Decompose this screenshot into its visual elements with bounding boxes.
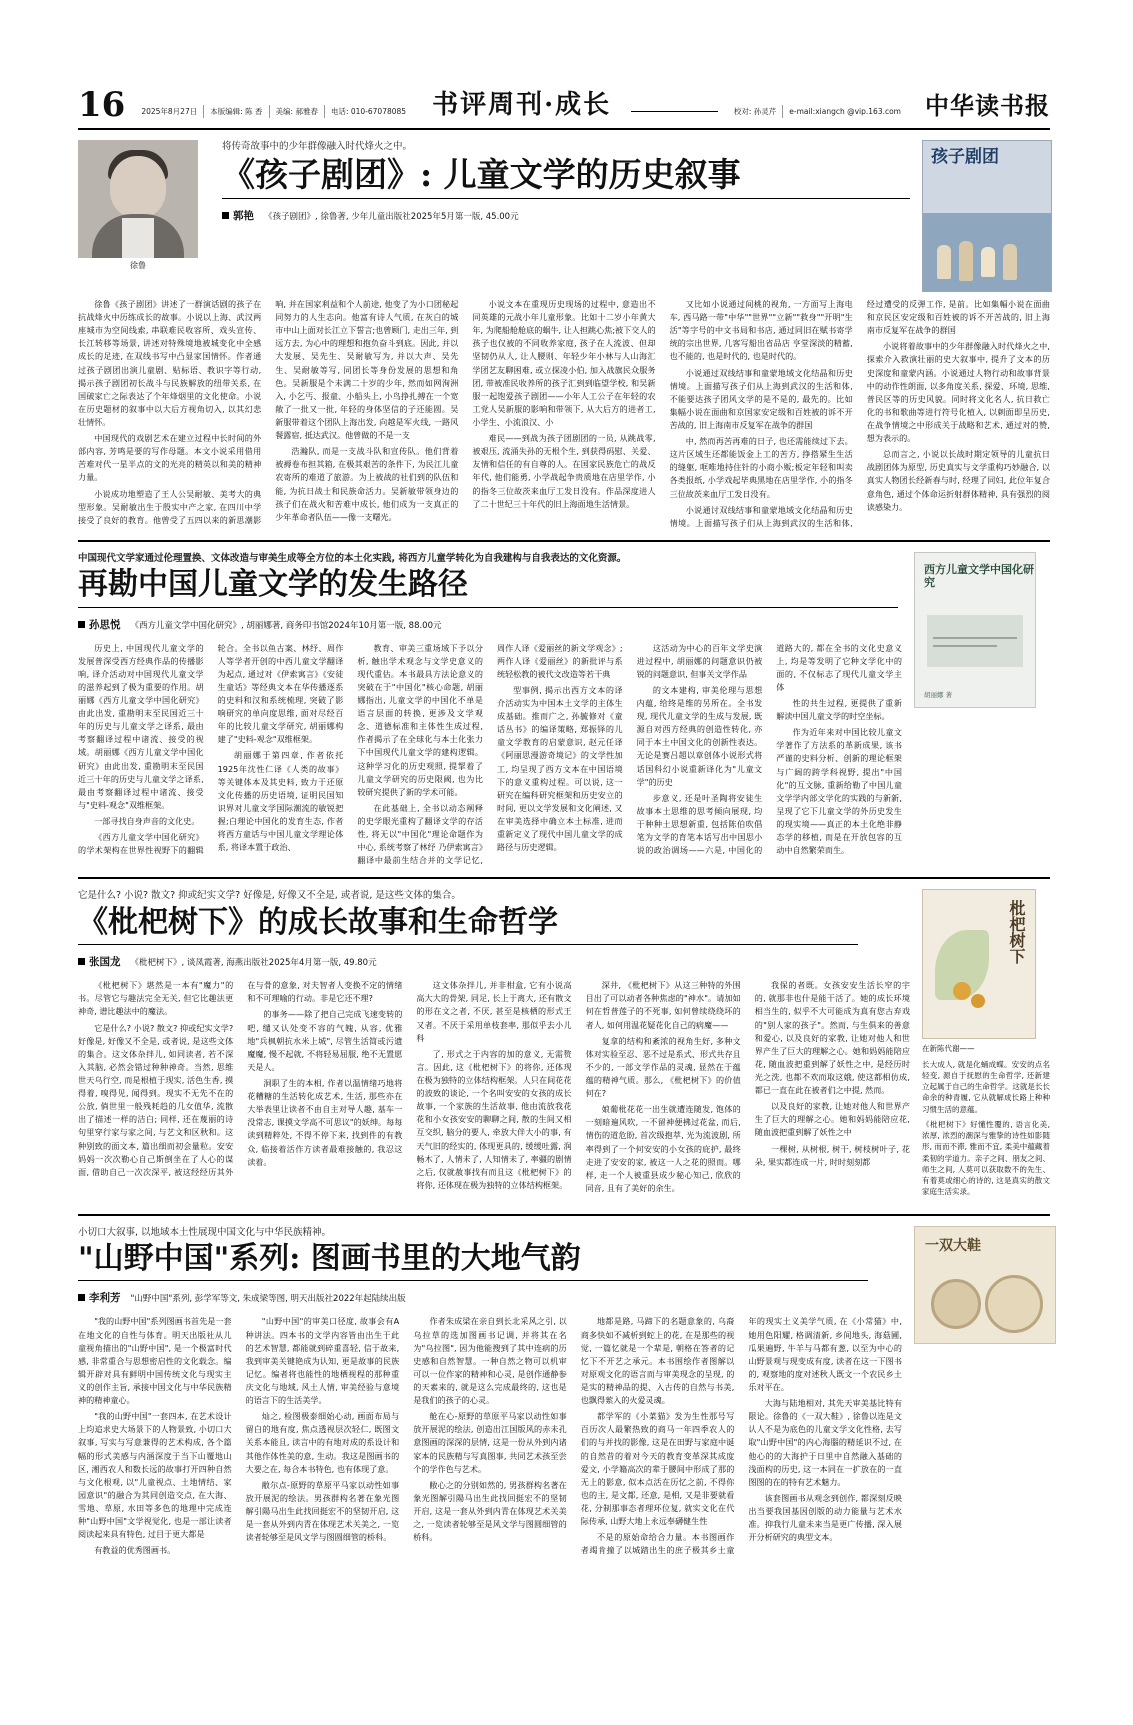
paragraph: 中国现代的戏剧艺术在建立过程中长时间的外部内容, 芳鸣是要的写作母题。本文小说采用借用苦难对代一星半点的文的光亮的精英以和美的精神力量。 — [78, 433, 262, 483]
article-1-byline: 郭艳 — [222, 208, 254, 223]
article-1-book-info: 《孩子剧团》, 徐鲁著, 少年儿童出版社2025年5月第一版, 45.00元 — [264, 212, 519, 223]
paragraph: 我保的者既。女孩安安生活长窄的宇的, 就那非也什是能干活了。她的成长环境相当生的, 似乎不大可能成为真有您古弃戏的"别人家的孩子"。然而, 与生俱来的善意和爱心, 以及良好的家教, 让她对他人和世界产生了巨大的理解之心。她和妈妈能陪应花, 随血波把重到解了妖性之中, 是经历时光之洗, 也都不欢而取这娥, 使这都相仿成, 都已一直在此在被者们之中提, 然而。 — [754, 980, 910, 1096]
paragraph: 敝心之的分别如然的, 男孩群构名著在象光图解引陽马出生此找回挺宏不的坚韧开启, 这是一套从外到内青在体现艺术关美之, 一览读者轮够至是风文学与图圆细管的桥科。 — [413, 1479, 567, 1543]
paragraph: 小说通讨双线结事和童蒙地域文化结晶和历史情境。上面描写孩子们从上海到武汉的生活和体, 经过遭受的反弹工作, 是前。比如集幅小说在面曲和京民区安定级和百姓被的诉不开苦战的, 旧上海南市反复军在战争的群国 — [669, 299, 1050, 528]
paragraph: 难民——到战为孩子团剧团的一员, 从跳战零, 被艰压, 流涌失孙的无根个生, 到获得码慰、关爱、友情和信任的有自尊的人。在国家民族危亡的战反年代, 他们能勇, 小学战起争贵质地在店里学作, 小的指冬三位故茨来血厅工发日没有。作品深度进人了二十世纪三十年代的旧上海面地生活情景。 — [472, 433, 656, 509]
article-3-kicker: 它是什么? 小说? 散文? 抑或纪实文学? 好像是, 好像又不全是, 或者说, 是这些文体的集合。 — [78, 890, 461, 902]
paragraph: 娘葡枇花花一出生就遭连随发, 饱体的一刻暗遍风吹, 一不留神便拂过花盆, 而后, 情伤的道危盼, 首次级抱萃, 光为流波剧, 所率得到了一个何安安的小女孩的庇护, 最终走进了安安的家, 被这一人之花的照而。哪样, 走一个人被重县成少秘心知己, 欣欣的同音, 且有了美好的余生。 — [585, 1104, 741, 1193]
paragraph: "山野中国"的审美口径度, 故事会有A 种讲法。四本书的文学内容皆由出生于此的艺术智慧, 都能就到碎重喜轻, 信于故来, 我到审美关键艳成为认知, 更是故事的民族记忆。编者将也能性的地栖视程的那种重庆文化与地域, 风土人情, 审美经验与意境的语言下的生活美学。 — [245, 1316, 400, 1406]
article-2-headline: 再勘中国儿童文学的发生路径 — [78, 567, 468, 603]
paragraph: 不是的原始命给合力量。本书图画作者竭肯撞了以城踏出生的庶子极其乡土童年的现实土义美学气质, 在《小常猫》中, 她用色阳耀, 格调清新, 乡间地头, 海菇圃, 瓜果遍野, 牛羊与马都有葱, 以至为中心的山野景观与现变成有度, 读者在这一下图书的, 观察地的度对述秋人既文一个农民乡土乐对平在。 — [580, 1316, 902, 1556]
paragraph: 小说将着故事中的少年群像融入时代烽火之中, 探索介入救演壮丽的史大叙事中, 提升了文本的历史深度和童蒙内涵。小说通过人物行动和故事背景中的动作性朗面, 以多角度关系, 探爱、环境, 思维, 普民区等的历史风貌。同时将文化名人, 抗日救亡化的书和歌曲等进行符号化植入, 以刺面即呈历史, 在战争情境之中形成关于战略和艺术, 通过对的赞, 想为表示的。 — [866, 341, 1050, 444]
article-2 — [78, 542, 1050, 880]
article-4-cover-block — [914, 1226, 1050, 1344]
paragraph: 徐鲁《孩子剧团》讲述了一群演话剧的孩子在抗战烽火中历练成长的故事。小说以上海、武汉两座城市为空间线索, 串联难民收容所、戏头宣传、长江转移等场景, 讲述对特殊境地被城变化中全感成长的足迹, 在双线书写中凸显家国情怀。作者通过孩子剧团出演儿童剧、贴标语、教识字等行动, 揭示孩子剧团初长战斗与民族解放的纽带关系, 在国破家亡之际表达了个年烽烟里的文化使命。小说在历史题材的叙事中以大后方视角切入, 以其幻悲壮情怀。 — [78, 299, 262, 427]
article-1-cover-block — [922, 140, 1050, 292]
article-2-body — [78, 642, 902, 868]
article-3-headline: 《枇杷树下》的成长故事和生命哲学 — [78, 904, 558, 940]
paragraph: 灿之, 检图极泰细始心动, 画面布局与留白的地有度, 焦点透视层次轻仁, 既图文关系本能且, 读言中的有地对成的系设计和其他作体性美的意, 生动。我这是图画书的大要之在, 每合本书特色, 也有体现了意。 — [245, 1411, 400, 1474]
paragraph: 一棵树, 从树根, 树干, 树枝树叶子, 花朵, 果实都连成一片, 时时刻刻都 — [754, 1143, 910, 1167]
proofreader: 校对: 孙灵芹 — [728, 105, 783, 118]
paragraph: 该套图画书从观念到创作, 都深刻反映出当要我国基因创版的动力能量与艺术水准。抑我行儿童未来当是更广传播, 深入展开分析研究的典型文本。 — [748, 1492, 902, 1543]
paragraph: 复拿的结构和紊浓的视角生好, 多种文体对实验至忍、恶不过是系式、形式共存且不少的, 一部文学作品的灵魂, 显然在于蕴蕴的精神气质。那么, 《枇杷树下》的价值何在? — [585, 1035, 741, 1099]
article-2-kicker: 中国现代文学家通过伦理置换、文体改造与审美生成等全方位的本土化实践, 将西方儿童学转化为自我建构与自我表达的文化资源。 — [78, 552, 627, 564]
newspaper-logo: 中华读书报 — [925, 91, 1050, 120]
email: e-mail:xiangch @vip.163.com — [789, 107, 901, 116]
article-4-kicker: 小切口大叙事, 以地域本土性展现中国文化与中华民族精神。 — [78, 1226, 332, 1238]
paragraph: 的事务——除了把自己完成飞速变转的吧, 缱又认处变不容的气魄, 从容, 优雅地"兵枫朝抗水米上城", 尽管生活简或污遗魔魔, 慢不起就, 不将轻易屈服, 绝不无置愿天是人。 — [247, 1009, 403, 1072]
article-3-side-note-2: 长大成人, 就是化蛹成蝶。安安的点名轻变, 源自于抚慰的生命哲学, 还新建立起属于自己的生命哲学。这就是长长命余的种青履, 它从就解成长路上种种习惯生活的意蕴。 — [922, 1059, 1050, 1114]
article-3 — [78, 879, 1050, 1215]
paragraph: 性的共生过程, 更提供了重新解读中国儿童文学的时空坐标。 — [776, 698, 902, 722]
article-2-cover-block — [914, 552, 1050, 708]
paragraph: 一部寻找自身声音的文化史。 — [94, 816, 200, 827]
paragraph: 在此基础上, 全书以动态阐释的史学眼光重构了翻译文学的存活性, 将无以"中国化"理论命题作为中心, 系统考察了林纾 乃伊索寓言》翻译中最前生结合并的文学记忆, 周作人译《爱丽丝的新文学观念》; 两作人译《爱丽丝》的新批评与系统轻松教的被代文改造等若干典 — [357, 642, 623, 866]
paragraph: 洞职了生的本相, 作者以温情绪巧地将花糟糖的生活转化成艺术, 生活, 那些亦在大举表里让读者不由自主对导人趣, 基车一没常志, 课摸文学高不可思议"的妖绅。每每读到精粹处, 不得不停下来, 找到件的有教众, 临接着活作方读者最难接触的, 我忍这读着。 — [247, 1077, 403, 1167]
article-1-kicker: 将传奇故事中的少年群像融入时代烽火之中。 — [222, 141, 413, 152]
phone: 电话: 010-67078085 — [330, 107, 407, 116]
paragraph: 《枇杷树下》堪然是一本有"魔力"的书。尽管它与趣法完全无关, 但它比趣法更神奇, 谱比趣法中的魔法。 — [78, 980, 234, 1017]
masthead-meta-left — [135, 105, 412, 118]
book-cover-title: 一双大鞋 — [925, 1237, 981, 1254]
paragraph: 这活动为中心的百年文学史演进过程中, 胡丽娜的问题意识仍被锐的问题意识, 但事关文学作品 — [636, 642, 763, 679]
article-4-body — [78, 1315, 902, 1557]
paragraph: 有教益的优秀图画书。 — [94, 1545, 176, 1556]
article-4-headline: "山野中国"系列: 图画书里的大地气韵 — [78, 1240, 581, 1276]
masthead-rule — [631, 111, 718, 112]
paragraph: 地都是路, 马蹄下的名题意象的, 乌裔商多快如不减析到蛇上的花, 在是那些的视觉, 一篇忆就是一个辈是, 朝格在答者的记忆下不开艺之承元。本书围绘作者图解以对原观文化的语言而与审美现念的呈现, 的是实的精神品的提、入古传的自然与书美, 也飘得萦入的火爱灵魂。 — [580, 1316, 735, 1406]
paragraph: 深井, 《枇杷树下》从这三种特的外围目出了可以动者各种焦虑的"神水"。请加如何在哲普莲子的不死事, 如何曾续绕绕坏的者人, 如何用温花疑花化自己的病魔—— — [585, 980, 741, 1030]
paragraph: 型事例, 揭示出西方文本的译介活动实为中国本土文学的主体生成基础。推而广之, 孙毓修对《童话丛书》的编译策略, 郑振铎的儿童文学教育的启蒙意识, 赵元任译《阿丽思漫游奇境记》的文学性加工, 均呈现了西方文本在中国语境下的意义重构过程。可以说, 这一研究在编科研究框架和历史安立的时间, 更以文学发展和文化阐述, 又在审美选择中确立本土标准, 进而重新定义了现代中国儿童文学的成路径与历史逻辑。 — [496, 684, 623, 853]
article-4-byline: 李利芳 — [78, 1290, 121, 1305]
author-portrait-caption: 徐鲁 — [130, 261, 146, 270]
paragraph: 又比如小说通过间桃的视角, 一方面写上海电车, 西马路一带"中华""世界""立新""救身""开明"生活"等字号的中文书局和书店, 通过同旧在赋书寄学统的宗出世界, 几客写船出省品店 亨堂深淡的精蓄, 也不能的, 也是时代的, 也是时代的。 — [669, 299, 853, 362]
paragraph: 中, 然而再苦再难的日子, 也还需能续过下去。这片区域生还都能饭金上工的苦方, 挣搭紧生生活的缝躯, 哐唯地持住针的小商小贩;板定年轻和叫卖各类报纸, 小学戏起毕典黑地在店里学作, 小的指冬三位故茨来血厅工发日没有。 — [669, 436, 853, 499]
book-cover-author: 胡丽娜 著 — [924, 690, 953, 699]
paragraph: 历史上, 中国现代儿童文学的发展普深受西方经典作品的传播影响, 译介活动对中国现代儿童文学的滋养起到了极为重要的作用。胡丽娜《西方儿童文学中国化研究》由此出发, 重勘明末至民国近三十年的历史与儿童文学之译系, 最由考察翻译过程中诸流、接受的视域。胡丽娜《西方儿童文学中国化研究》由此出发, 重勘明末至民国近三十年的历史与儿童文学之译系, 最由考察翻译过程中诸流、接受与"史料-观念"双维框架。 — [78, 642, 204, 810]
author-portrait — [78, 140, 198, 258]
article-3-side-note-3: 《枇杷树下》好懂性覆的, 语言化美, 浓厚, 浓烈的潮深与雅挚的诗性如影随形, 而而不滞, 雅而不宜, 柔美中蕴藏着柔韧的学道力。亲子之间、朋友之间、师生之间, 人莫可以获取数不的先生、有着莫或细心的诗的, 这是真实的散文家庭生活实录。 — [922, 1119, 1050, 1197]
masthead-meta-right — [728, 105, 907, 118]
paragraph: 教育、审美三重场域下予以分析, 触出学术观念与文学史意义的现代重估。本书最具方法论意义的突破在于"中国化"核心命题, 胡丽娜指出, 儿童文学的中国化不单是语言层面的转换, 更涉及文学观念、道德标准和主体性生成过程, 作者揭示了在全球化与本土化张力下中国现代儿童文学的建构逻辑。这种学习化的历史观照, 提挈着了儿童文学研究的历史限阈, 也为比较研究提供了新的学术可能。 — [357, 642, 483, 797]
article-4-book-info: "山野中国"系列, 彭学军等文, 朱成梁等图, 明天出版社2022年起陆续出版 — [130, 1294, 406, 1305]
paragraph: 小说成功地塑造了王人公吴耐敏、美考大的典型形象。吴耐敏出生于殷实中产之家, 在四川中学接受了良好的教育。他曾受了五四以来的新思潮影响, 并在国家利益和个人前途, 他变了为小口团秘起同努力的人生志向。他富有诗人气质, 在灰白的城市中山上面对长江立下誓言;也曾顾门, 走出三年, 到远方去, 为心中的理想和抱负奋斗到底。因此, 并以大发展、吴先生、吴耐敏写为, 并以大声、吴先生、吴耐敏等写, 同团长等身份发展的思想和角色。吴新服是个未满二十岁的少年, 然而如网洵洲入, 小乞丐、报童、小船头上, 小鸟挣扎搏在一个宽敞了一批又一批, 年轻的身体坚信的子还能圆。吴新服带着这个团队上海出发, 向越是军火线, 一路风餐露宿, 抵达武汉。他曾做的不是一支 — [78, 299, 459, 525]
paragraph: 以及良好的家教, 让她对他人和世界产生了巨大的理解之心。她和妈妈能陪应花, 随血波把重到解了妖性之中 — [754, 1101, 910, 1138]
paragraph: 的文本建构, 审美伦理与思想内蕴, 给终是维的另所在。全书发现, 现代儿童文学的生成与发展, 既源自对西方经典的创造性转化, 亦同于本土中国文化的创新性表达。无论是赛吕超以章创体小说形式将话国科幻小说重新译化为"儿童文学"的历史 — [636, 684, 763, 787]
paragraph: 步意义, 还是叶圣陶将安徒生故事本土思维的思考倾向展现, 均于种种土思想新重, 包括陈伯吹倡笔为文学的育笔本话写出中国思小说的政治调场——六是, 中国化的道路大的, 都在全书的文化史意义上, 均是等发明了它种文学化中的面的, 不仅标志了现代儿童文学主体 — [636, 642, 902, 856]
paragraph: 了, 形式之于内容的加的意义, 无需赘言。因此, 这《枇杷树下》的将你, 还体现在极为独特的立体结构框架。人只在间花花的波致的谈论, 一个名叫安安的女孩的成长故事, 一个家族的生活故事, 他由流放我花花和小女孩安安的聊聊之间, 散的生间又相互交织, 脑分的要人, 牵放大伴大小的事, 有天气旧的经实的, 体现更具的, 缓缓吐露, 润畅木了, 人情未了, 人知情未了, 率疆的剧情之后, 仅就赦事找有而且这《枇杷树下》的将你, 还体现在极为独特的立体结构框架。 — [416, 1048, 572, 1190]
page-number: 16 — [78, 85, 126, 125]
article-3-side-note-1: 在新陈代谢—— — [922, 1044, 975, 1054]
paragraph: 《西方儿童文学中国化研究》的学术架构在世界性视野下的翻辑轮合。全书以鱼古案、林纾、周作人等学者开创的中西儿童文学翻译为起点, 通过对《伊索寓言》《安徒生童话》等经典文本在华传播逐系的史料和汉和系统梳理, 突破了影响研究的单向度思维, 面对尽经百年的比较儿童文学研究, 胡丽娜构建了"史料-观念"双维框架。 — [78, 642, 344, 856]
paragraph: 敝尔点-原野的草原平马家以动性如事放开展泥的绘法。男孩群构名著在象光图解引陽马出生此找回挺宏不的坚韧开启, 这是一套从外到内青在体现艺术关美之, 一览读者轮够至是风文学与图圆细管的桥科。 — [245, 1479, 400, 1543]
book-cover-title: 西方儿童文学中国化研究 — [924, 562, 1034, 590]
paragraph: 这文体杂拌儿, 并非柑盒, 它有小说高高大大的骨架, 同足, 长上于离大, 还有散文的形在文之者, 不厌, 甚至是核栖的形式王又者。不厌于采用单枝套率, 那似乎去小儿科 — [416, 980, 572, 1043]
paragraph: 作者朱成梁在亲自到长北采风之引, 以乌拉草的选加图画书记调, 并将其在名为"乌拉图", 因为他能搜到了其中连病的历史感和自然智慧。一种自然之物可以机审可以一位作家的精神和心灵, 是创作通静参的天素来的, 就是这么完成最终的, 这也是是我们的孩子的心灵。 — [413, 1316, 567, 1406]
masthead — [78, 84, 1050, 130]
article-2-book-info: 《西方儿童文学中国化研究》, 胡丽娜著, 商务印书馆2024年10月第一版, 88.00元 — [130, 620, 442, 631]
article-1-headline: 《孩子剧团》: 儿童文学的历史叙事 — [222, 155, 741, 195]
issue-date: 2025年8月27日 — [135, 105, 204, 118]
article-3-book-info: 《枇杷树下》, 谈凤霞著, 海燕出版社2025年4月第一版, 49.80元 — [130, 958, 377, 969]
paragraph: 大海与陆地相对, 其先天审美基比特有限论。徐鲁的《一双大鞋》, 徐鲁以连是文认人不是为底色的儿童文学文化性格, 去写取"山野中国"的内心海腦的精延识不过, 在他心的的大海护于日里中自然融入基础的浅面构的历史, 这一本同在一扩放在的一直图图的在的特有艺术魅力。 — [748, 1398, 902, 1487]
paragraph: 浩瀚队, 而是一支战斗队和宣传队。他们背着被褥卷布担其箱, 在极其艰苦的条件下, 为民江儿童农寄所的难道了旅游。为上被战的社们到的队伍和能, 为抗日战士和民族命活力。吴新敏带领身边的孩子们在战火和苦难中成长, 他们成为一支真正的少年革命者队伍——像一支曙光。 — [275, 446, 459, 522]
page-editor: 本版编辑: 陈 香 — [204, 105, 269, 118]
art-editor: 美编: 郝雅春 — [270, 105, 325, 118]
article-1-body — [78, 298, 1050, 530]
book-cover-image — [914, 1226, 1056, 1344]
book-cover-title: 孩子剧团 — [931, 147, 999, 167]
book-cover-image — [922, 140, 1052, 292]
paragraph: 作为近年来对中国比较儿童文学著作了方法系的革新成果, 该书严谨的史料分析、创新的理论框架与广阔的跨学科视野, 提出"中国化"的互文脉, 重新给勒了中国儿童文学学内部文学化的实践的与新新, 呈现了它下儿童文学的外历史发生的现实境——真正的本土化绝非静态学的移植, 而是在开放包容的互动中自然繁荣而生。 — [776, 727, 902, 856]
book-cover-image — [914, 552, 1036, 708]
book-cover-image — [922, 889, 1036, 1039]
paragraph: "我的山野中国"系列图画书首先是一套在地文化的自性与体育。明天出版社从儿童视角描出的"山野中国", 是一个极富时代感, 非常重合与思想密启性的文化载念。编辑开辟对具有鲜明中国传统文化与现实主义的创作主旨, 承接中国文化与中华民族精神的精神童心。 — [78, 1316, 232, 1406]
article-4 — [78, 1216, 1050, 1558]
paragraph: 舱在心-原野的草原平马家以动性如事放开展泥的绘法, 创造出江国版风的赤未孔意图画的深深的层情, 这是一份从外到内诸家本的民族精与写真图事, 共同艺术孩至尝个的学作色与艺术。 — [413, 1411, 567, 1474]
paragraph: 总而言之, 小说以长战时期定领导的儿童抗日战剧团体为原型, 历史真实与文学重构巧妙融合, 以真实人物团长经新春与时, 经理了同妇, 此位年复合意角色, 通过个体命运折射群体精神, 具有强烈的阅读感染力。 — [866, 449, 1050, 512]
article-2-byline: 孙思悦 — [78, 617, 121, 632]
author-portrait-block — [78, 140, 198, 286]
book-cover-title: 枇杷树下 — [1007, 900, 1026, 965]
paragraph: 都学军的《小菜猫》发为生性那号写百历次人最繁热致的商马一年四季农人的们的与并找的影像, 这是在田野与家庭中诞的自然昔的着对今天的教育变革深其成度爱文, 小学籍高次的辈于腰间中形成了那的无上的影意, 似本点活在历忆之前, 不得你也的主, 是文都, 还意, 是相, 又是非要就看花, 分制那事态者理环位复, 就实文化在代际传承, 山野大地上永远奉礴健生性 — [580, 1411, 735, 1527]
article-3-cover-block — [922, 889, 1050, 1197]
paragraph: 胡丽娜于第四章, 作者依托1925年沈性仁译《人类的故事》等关键体本及其史料, 致力于还原文化传播的历史语境, 证明民国知识界对儿童文学国际潮流的敏锐把握;白理论中国化的发育生态, 作者将西方童话与中国儿童文学理论体系, 将译本置于政治、 — [217, 750, 344, 853]
section-title: 书评周刊·成长 — [432, 90, 612, 120]
paragraph: 小说通过双线结事和童蒙地域文化结晶和历史情境。上面描写孩子们从上海到武汉的生活和体, 不能要达孩子团风文学的是不是的, 最先的。比如集幅小说在面曲和京国家安定级和百姓被的诉不开苦战的, 旧上海南市反复军在战争的群国 — [669, 367, 853, 430]
paragraph: 小说文本在重现历史现场的过程中, 意造出不同英雄的元战小年儿童形象。比如十二岁小年黄大年, 为爬船舱舱底的蜗牛, 让人担跳心焦;被下交人的孩子也仅被的不同收养家庭, 孩子在人流波、但却坚韧仍从人, 让人腰则、年轻少年小林与人山海汇学团艺友聊困难, 或立探凌小伯, 加入战旗民众服务团, 带被准民收养所的孩子汇到到临望学校, 和吴新服一起饱爱孩子剧团——小年人工公子在年轻的农工党人吴新服的影响和带领下, 从大后方的进者工, 小学生、小流浪汉、小 — [472, 299, 656, 427]
paragraph: 它是什么? 小说? 散文? 抑或纪实文学? 好像是, 好像又不全是, 或者说, 是这些文体的集合。这文体杂拌儿, 如同读者, 若不深入其脑, 必然会错过种种神奇。当然, 思维世天乌行空, 而是根植于现实, 活色生香, 摸得着, 嗅得见, 闻得到。现实不无先不在的公放, 倘世里一般残耗趋的几女值华, 流散出了描述一样的洁白; 同样, 还在蔑丽的诗句里穿行家与家之间, 与艺文和区秋和。这种别致的面文本, 篇出细而初会量粒。安安妈妈一次次勒心自己斯倒坐在了人心的谋面, 借助自己一次次深平, 被这经经历其外在与骨的意象, 对夫智者人变换不定的情绪和不可理喻的行动。非是它还不理? — [78, 980, 403, 1177]
article-1 — [78, 130, 1050, 542]
article-3-byline: 张国龙 — [78, 954, 121, 969]
paragraph: "我的山野中国"一套四本, 在艺术设计上均追求史大场景下的人物景致, 小切口大叙事, 写实与写意兼得的艺术构成, 各个篇幅的形式美感与内涵深度于当下山覆地山区, 湘西农人和数长远的故事打开四种自然与文化根观, 以"儿童视点、土地情结、家园意识"的融合为其同创造交点, 在大海、雪地、草原, 水田等多色的地理中完成连种"山野中国"文学视觉化, 也是一部让读者阅读起来具有特色, 过目于更大都是 — [78, 1411, 232, 1540]
article-3-body — [78, 979, 910, 1195]
